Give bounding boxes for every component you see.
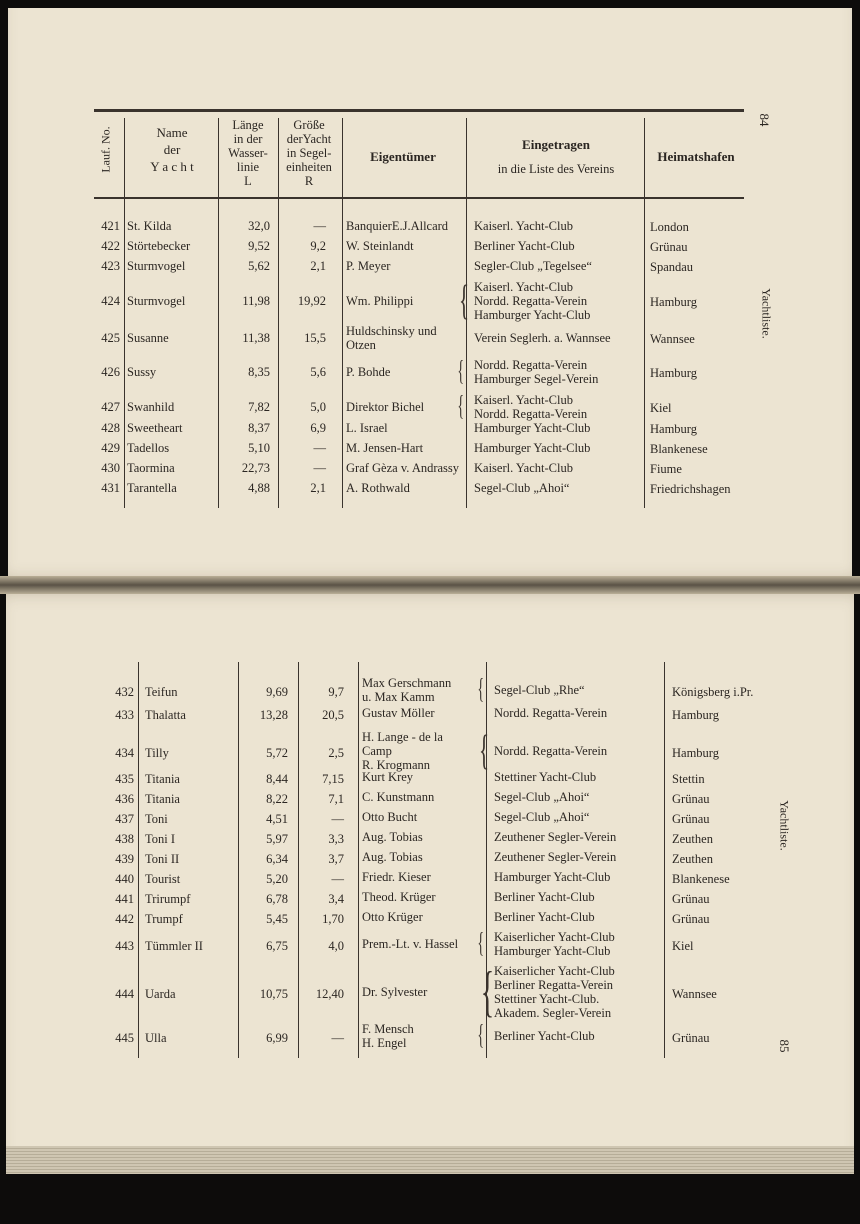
row-422-number: 422	[101, 239, 120, 253]
row-423-home-port: Spandau	[650, 260, 694, 274]
row-425-club: Verein Seglerh. a. Wannsee	[474, 331, 611, 345]
row-434-name: Tilly	[145, 746, 169, 760]
row-427-club: Nordd. Regatta-Verein	[474, 407, 588, 421]
row-434-length: 5,72	[266, 746, 288, 760]
brace-mark: {	[457, 391, 465, 422]
col-rule-5	[644, 118, 645, 508]
row-438-club: Zeuthener Segler-Verein	[494, 830, 617, 844]
row-443-sail-units: 4,0	[328, 939, 344, 953]
row-441-length: 6,78	[266, 892, 288, 906]
row-427-name: Swanhild	[127, 400, 175, 414]
row-421-club: Kaiserl. Yacht-Club	[474, 219, 573, 233]
row-443-name: Tümmler II	[145, 939, 203, 953]
row-423-owner: P. Meyer	[346, 259, 391, 273]
row-424-home-port: Hamburg	[650, 295, 697, 309]
header-name	[126, 124, 218, 175]
row-428-club: Hamburger Yacht-Club	[474, 421, 591, 435]
row-430-sail-units: —	[313, 461, 326, 475]
row-445-length: 6,99	[266, 1031, 288, 1045]
right-page-85	[6, 586, 854, 1146]
row-434-owner: H. Lange - de la	[362, 730, 443, 744]
row-430-owner: Graf Gèza v. Andrassy	[346, 461, 460, 475]
running-head-bottom: Yachtliste.	[777, 800, 792, 851]
row-423-club: Segler-Club „Tegelsee“	[474, 259, 592, 273]
row-426-owner: P. Bohde	[346, 365, 391, 379]
row-445-home-port: Grünau	[672, 1031, 710, 1045]
row-436-home-port: Grünau	[672, 792, 710, 806]
row-424-name: Sturmvogel	[127, 294, 186, 308]
row-431-number: 431	[101, 481, 120, 495]
row-443-number: 443	[115, 939, 134, 953]
row-432-owner: u. Max Kamm	[362, 690, 435, 704]
header-groesse	[278, 118, 340, 188]
running-head-top: Yachtliste.	[759, 288, 774, 339]
col-rule-3	[342, 118, 343, 508]
row-444-club: Stettiner Yacht-Club.	[494, 992, 600, 1006]
row-444-club: Akadem. Segler-Verein	[494, 1006, 612, 1020]
row-426-length: 8,35	[248, 365, 270, 379]
row-432-home-port: Königsberg i.Pr.	[672, 685, 754, 699]
brace-mark: {	[477, 1020, 485, 1051]
row-442-owner: Otto Krüger	[362, 910, 423, 924]
row-438-home-port: Zeuthen	[672, 832, 713, 846]
row-435-sail-units: 7,15	[322, 772, 344, 786]
row-429-length: 5,10	[248, 441, 270, 455]
page-number-85: 85	[777, 1039, 792, 1053]
row-445-owner: H. Engel	[362, 1036, 407, 1050]
row-434-club: Nordd. Regatta-Verein	[494, 744, 608, 758]
row-430-home-port: Fiume	[650, 462, 682, 476]
header-eingetragen-title: Eingetragen	[522, 137, 590, 152]
header-bottom-rule	[94, 197, 744, 199]
row-437-length: 4,51	[266, 812, 288, 826]
row-442-home-port: Grünau	[672, 912, 710, 926]
row-427-owner: Direktor Bichel	[346, 400, 425, 414]
row-432-length: 9,69	[266, 685, 288, 699]
row-436-club: Segel-Club „Ahoi“	[494, 790, 590, 804]
header-name-line1: Name	[156, 125, 188, 140]
row-424-club: Hamburger Yacht-Club	[474, 308, 591, 322]
row-444-owner: Dr. Sylvester	[362, 985, 428, 999]
header-eingetragen-sub: in die Liste des Vereins	[497, 162, 615, 176]
row-440-length: 5,20	[266, 872, 288, 886]
row-431-club: Segel-Club „Ahoi“	[474, 481, 570, 495]
row-429-owner: M. Jensen-Hart	[346, 441, 424, 455]
bottom-col-rule-1	[238, 662, 239, 1058]
brace-mark: {	[480, 961, 495, 1023]
header-name-line3: Y a c h t	[150, 159, 194, 174]
row-422-name: Störtebecker	[127, 239, 191, 253]
row-440-owner: Friedr. Kieser	[362, 870, 431, 884]
row-429-home-port: Blankenese	[650, 442, 708, 456]
row-434-owner: Camp	[362, 744, 392, 758]
row-440-name: Tourist	[145, 872, 181, 886]
row-443-club: Kaiserlicher Yacht-Club	[494, 930, 615, 944]
row-433-number: 433	[115, 708, 134, 722]
row-438-number: 438	[115, 832, 134, 846]
row-432-club: Segel-Club „Rhe“	[494, 683, 585, 697]
brace-mark: {	[457, 356, 465, 387]
header-eingetragen	[468, 138, 644, 176]
row-443-home-port: Kiel	[672, 939, 694, 953]
bottom-col-rule-2	[298, 662, 299, 1058]
row-423-sail-units: 2,1	[310, 259, 326, 273]
header-eigentuemer: Eigentümer	[370, 149, 436, 164]
row-423-length: 5,62	[248, 259, 270, 273]
row-432-owner: Max Gerschmann	[362, 676, 452, 690]
page-edges	[6, 1146, 854, 1174]
row-445-number: 445	[115, 1031, 134, 1045]
row-421-length: 32,0	[248, 219, 270, 233]
col-rule-0	[124, 118, 125, 508]
row-428-owner: L. Israel	[346, 421, 388, 435]
row-444-number: 444	[115, 987, 134, 1001]
row-425-length: 11,38	[242, 331, 270, 345]
header-heimatshafen: Heimatshafen	[657, 149, 735, 164]
row-444-name: Uarda	[145, 987, 176, 1001]
header-laenge-line4: linie	[236, 160, 260, 174]
header-laenge-line3: Wasser-	[228, 146, 268, 160]
row-423-number: 423	[101, 259, 120, 273]
row-427-length: 7,82	[248, 400, 270, 414]
row-436-length: 8,22	[266, 792, 288, 806]
row-444-sail-units: 12,40	[315, 987, 344, 1001]
row-426-name: Sussy	[127, 365, 157, 379]
row-434-home-port: Hamburg	[672, 746, 719, 760]
row-422-home-port: Grünau	[650, 240, 688, 254]
row-436-name: Titania	[145, 792, 180, 806]
bottom-col-rule-5	[664, 662, 665, 1058]
row-441-sail-units: 3,4	[328, 892, 344, 906]
row-425-number: 425	[101, 331, 120, 345]
brace-mark: {	[459, 278, 470, 324]
row-427-club: Kaiserl. Yacht-Club	[474, 393, 573, 407]
row-435-number: 435	[115, 772, 134, 786]
col-rule-1	[218, 118, 219, 508]
row-435-home-port: Stettin	[672, 772, 705, 786]
row-431-owner: A. Rothwald	[346, 481, 410, 495]
row-425-owner: Otzen	[346, 338, 376, 352]
header-groesse-line5: R	[304, 174, 314, 188]
row-426-sail-units: 5,6	[310, 365, 326, 379]
row-432-number: 432	[115, 685, 134, 699]
row-430-club: Kaiserl. Yacht-Club	[474, 461, 573, 475]
row-440-home-port: Blankenese	[672, 872, 730, 886]
header-laenge	[220, 118, 276, 188]
row-422-sail-units: 9,2	[310, 239, 326, 253]
row-437-name: Toni	[145, 812, 168, 826]
row-437-number: 437	[115, 812, 134, 826]
row-438-length: 5,97	[266, 832, 288, 846]
row-428-sail-units: 6,9	[310, 421, 326, 435]
row-433-owner: Gustav Möller	[362, 706, 435, 720]
row-435-owner: Kurt Krey	[362, 770, 414, 784]
row-432-name: Teifun	[145, 685, 178, 699]
brace-mark: {	[477, 928, 485, 959]
row-441-home-port: Grünau	[672, 892, 710, 906]
row-440-sail-units: —	[331, 872, 344, 886]
row-439-sail-units: 3,7	[328, 852, 344, 866]
row-424-sail-units: 19,92	[297, 294, 326, 308]
row-439-home-port: Zeuthen	[672, 852, 713, 866]
row-435-club: Stettiner Yacht-Club	[494, 770, 597, 784]
row-434-number: 434	[115, 746, 134, 760]
header-lauf-no: Lauf. No.	[98, 126, 113, 173]
row-437-sail-units: —	[331, 812, 344, 826]
row-445-sail-units: —	[331, 1031, 344, 1045]
row-437-home-port: Grünau	[672, 812, 710, 826]
row-441-club: Berliner Yacht-Club	[494, 890, 595, 904]
row-430-length: 22,73	[241, 461, 270, 475]
header-groesse-line3: in Segel-	[286, 146, 332, 160]
header-laenge-line2: in der	[233, 132, 263, 146]
row-445-club: Berliner Yacht-Club	[494, 1029, 595, 1043]
row-428-home-port: Hamburg	[650, 422, 697, 436]
header-groesse-line1: Größe	[293, 118, 325, 132]
row-436-number: 436	[115, 792, 134, 806]
row-442-club: Berliner Yacht-Club	[494, 910, 595, 924]
row-445-owner: F. Mensch	[362, 1022, 414, 1036]
row-421-sail-units: —	[313, 219, 326, 233]
row-434-sail-units: 2,5	[328, 746, 344, 760]
page-number-84: 84	[757, 113, 772, 127]
row-441-owner: Theod. Krüger	[362, 890, 436, 904]
book-spine	[0, 576, 860, 594]
row-427-number: 427	[101, 400, 120, 414]
bottom-col-rule-0	[138, 662, 139, 1058]
row-429-name: Tadellos	[127, 441, 170, 455]
row-444-length: 10,75	[259, 987, 288, 1001]
row-422-club: Berliner Yacht-Club	[474, 239, 575, 253]
row-443-length: 6,75	[266, 939, 288, 953]
header-groesse-line4: einheiten	[286, 160, 332, 174]
row-442-sail-units: 1,70	[322, 912, 344, 926]
row-423-name: Sturmvogel	[127, 259, 186, 273]
col-rule-2	[278, 118, 279, 508]
header-groesse-line2: derYacht	[286, 132, 332, 146]
row-440-number: 440	[115, 872, 134, 886]
top-thick-rule	[94, 109, 744, 112]
header-name-line2: der	[163, 142, 181, 157]
row-424-club: Nordd. Regatta-Verein	[474, 294, 588, 308]
row-426-home-port: Hamburg	[650, 366, 697, 380]
row-443-club: Hamburger Yacht-Club	[494, 944, 611, 958]
row-438-owner: Aug. Tobias	[362, 830, 423, 844]
row-428-length: 8,37	[248, 421, 270, 435]
row-436-sail-units: 7,1	[328, 792, 344, 806]
row-421-home-port: London	[650, 220, 689, 234]
row-433-home-port: Hamburg	[672, 708, 719, 722]
row-425-owner: Huldschinsky und	[346, 324, 437, 338]
row-431-length: 4,88	[248, 481, 270, 495]
row-426-club: Hamburger Segel-Verein	[474, 372, 599, 386]
brace-mark: {	[477, 674, 485, 705]
row-431-name: Tarantella	[127, 481, 177, 495]
row-427-sail-units: 5,0	[310, 400, 326, 414]
row-421-name: St. Kilda	[127, 219, 172, 233]
row-430-number: 430	[101, 461, 120, 475]
row-425-sail-units: 15,5	[304, 331, 326, 345]
row-424-length: 11,98	[242, 294, 270, 308]
row-431-sail-units: 2,1	[310, 481, 326, 495]
row-428-name: Sweetheart	[127, 421, 183, 435]
row-431-home-port: Friedrichshagen	[650, 482, 731, 496]
row-422-owner: W. Steinlandt	[346, 239, 414, 253]
row-425-home-port: Wannsee	[650, 332, 695, 346]
row-429-sail-units: —	[313, 441, 326, 455]
row-441-name: Trirumpf	[145, 892, 191, 906]
row-430-name: Taormina	[127, 461, 175, 475]
row-434-owner: R. Krogmann	[362, 758, 431, 772]
row-438-sail-units: 3,3	[328, 832, 344, 846]
row-427-home-port: Kiel	[650, 401, 672, 415]
row-432-sail-units: 9,7	[328, 685, 344, 699]
row-444-home-port: Wannsee	[672, 987, 717, 1001]
row-425-name: Susanne	[127, 331, 169, 345]
row-437-club: Segel-Club „Ahoi“	[494, 810, 590, 824]
bottom-col-rule-3	[358, 662, 359, 1058]
row-439-owner: Aug. Tobias	[362, 850, 423, 864]
row-429-number: 429	[101, 441, 120, 455]
row-424-club: Kaiserl. Yacht-Club	[474, 280, 573, 294]
row-421-number: 421	[101, 219, 120, 233]
row-443-owner: Prem.-Lt. v. Hassel	[362, 937, 459, 951]
row-433-club: Nordd. Regatta-Verein	[494, 706, 608, 720]
row-439-club: Zeuthener Segler-Verein	[494, 850, 617, 864]
row-426-club: Nordd. Regatta-Verein	[474, 358, 588, 372]
row-429-club: Hamburger Yacht-Club	[474, 441, 591, 455]
row-433-length: 13,28	[259, 708, 288, 722]
row-435-length: 8,44	[266, 772, 288, 786]
row-440-club: Hamburger Yacht-Club	[494, 870, 611, 884]
row-426-number: 426	[101, 365, 120, 379]
row-433-name: Thalatta	[145, 708, 186, 722]
row-444-club: Berliner Regatta-Verein	[494, 978, 614, 992]
row-424-owner: Wm. Philippi	[346, 294, 414, 308]
row-442-length: 5,45	[266, 912, 288, 926]
row-424-number: 424	[101, 294, 120, 308]
row-437-owner: Otto Bucht	[362, 810, 418, 824]
row-421-owner: BanquierE.J.Allcard	[346, 219, 449, 233]
row-422-length: 9,52	[248, 239, 270, 253]
brace-mark: {	[479, 728, 490, 774]
row-445-name: Ulla	[145, 1031, 167, 1045]
header-laenge-line5: L	[244, 174, 252, 188]
row-441-number: 441	[115, 892, 134, 906]
row-439-name: Toni II	[145, 852, 180, 866]
row-442-name: Trumpf	[145, 912, 183, 926]
header-laenge-line1: Länge	[232, 118, 264, 132]
row-444-club: Kaiserlicher Yacht-Club	[494, 964, 615, 978]
row-436-owner: C. Kunstmann	[362, 790, 435, 804]
row-428-number: 428	[101, 421, 120, 435]
row-439-length: 6,34	[266, 852, 288, 866]
row-438-name: Toni I	[145, 832, 176, 846]
row-435-name: Titania	[145, 772, 180, 786]
row-439-number: 439	[115, 852, 134, 866]
row-433-sail-units: 20,5	[322, 708, 344, 722]
row-442-number: 442	[115, 912, 134, 926]
